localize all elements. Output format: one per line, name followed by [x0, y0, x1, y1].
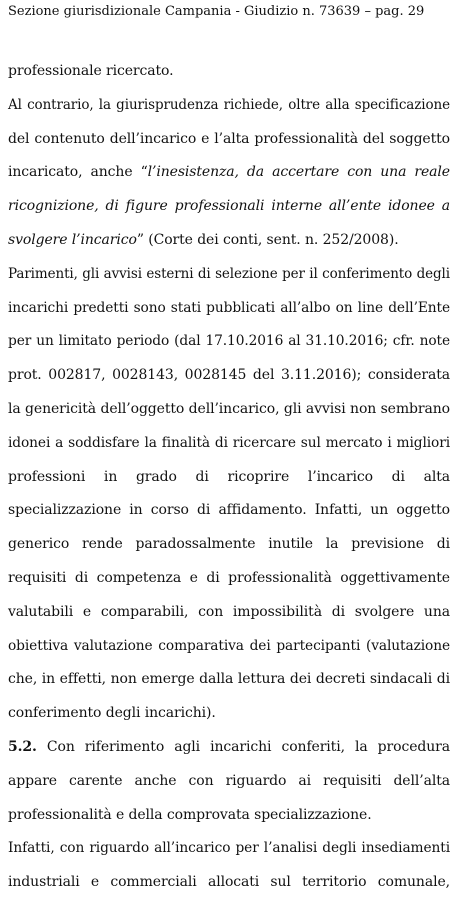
text-line [8, 224, 450, 258]
text-line: appare carente anche con riguardo ai requisiti dell’alta [8, 772, 450, 789]
paragraph [8, 731, 450, 832]
text-line: Infatti, con riguardo all’incarico per l’analisi degli insediamenti [8, 840, 450, 857]
paragraph [8, 832, 450, 900]
text-line: prot. 002817, 0028143, 0028145 del 3.11.2016); considerata [8, 367, 450, 384]
section-number: 5.2. [8, 738, 37, 755]
text-line [8, 156, 450, 190]
text-line [8, 731, 450, 765]
text-line: professionale ricercato. [8, 63, 174, 79]
paragraph [8, 89, 450, 258]
quotation-italic: svolgere l’incarico [8, 231, 137, 248]
text-line [8, 190, 450, 224]
text-line: incarichi predetti sono stati pubblicati all’albo on line dell’Ente [8, 299, 450, 316]
text-fragment: incaricato, anche “ [8, 164, 148, 181]
text-line: valutabili e comparabili, con impossibilità di svolgere una [8, 603, 450, 620]
text-line: specializzazione in corso di affidamento. Infatti, un oggetto [8, 502, 450, 519]
text-line: obiettiva valutazione comparativa dei partecipanti (valutazione [8, 637, 450, 654]
text-line: Parimenti, gli avvisi esterni di selezione per il conferimento degli [8, 265, 450, 282]
text-line: industriali e commerciali allocati sul territorio comunale, [8, 874, 450, 891]
text-line: professionalità e della comprovata specializzazione. [8, 806, 372, 823]
text-line: generico rende paradossalmente inutile la previsione di [8, 536, 450, 553]
text-line: idonei a soddisfare la finalità di ricercare sul mercato i migliori [8, 434, 450, 451]
paragraph [8, 258, 450, 731]
text-line: requisiti di competenza e di professionalità oggettivamente [8, 569, 450, 586]
text-line: per un limitato periodo (dal 17.10.2016 al 31.10.2016; cfr. note [8, 333, 450, 350]
text-fragment: Con riferimento agli incarichi conferiti, la procedura [36, 738, 450, 755]
citation: ” (Corte dei conti, sent. n. 252/2008). [136, 231, 399, 248]
paragraph [8, 55, 450, 89]
page-header: Sezione giurisdizionale Campania - Giudizio n. 73639 – pag. 29 [8, 4, 425, 19]
quotation-italic: l’inesistenza, da accertare con una reale [147, 164, 450, 181]
document-body [8, 55, 450, 900]
text-line: conferimento degli incarichi). [8, 705, 216, 722]
text-line: la genericità dell’oggetto dell’incarico, gli avvisi non sembrano [8, 400, 450, 417]
text-line: professioni in grado di ricoprire l’incarico di alta [8, 468, 450, 485]
text-line: del contenuto dell’incarico e l’alta professionalità del soggetto [8, 130, 450, 147]
text-line: Al contrario, la giurisprudenza richiede, oltre alla specificazione [8, 96, 450, 113]
text-line: che, in effetti, non emerge dalla lettura dei decreti sindacali di [8, 671, 450, 688]
quotation-italic: ricognizione, di figure professionali interne all’ente idonee a [8, 198, 450, 215]
